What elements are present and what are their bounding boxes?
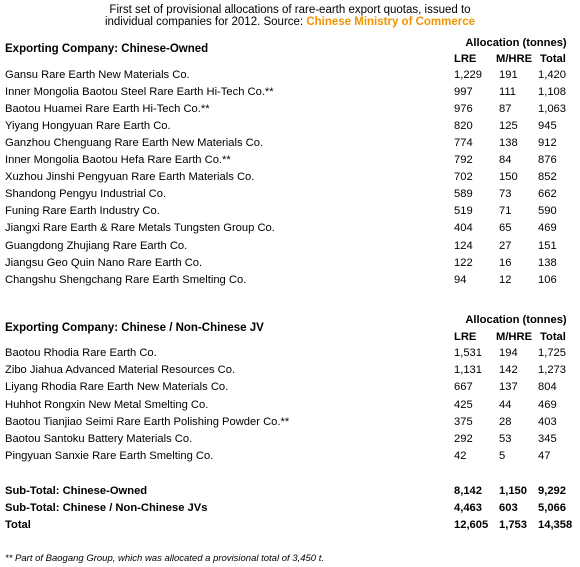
mhre-value: 73 [499,188,512,201]
document-title [0,4,580,28]
section2-col-total: Total [540,331,566,343]
company-name: Sub-Total: Chinese / Non-Chinese JVs [5,502,208,514]
company-name: Inner Mongolia Baotou Hefa Rare Earth Co.** [5,154,231,167]
company-name: Shandong Pengyu Industrial Co. [5,188,167,201]
mhre-value: 191 [499,69,518,81]
lre-value: 820 [454,120,473,133]
company-name: Baotou Tianjiao Seimi Rare Earth Polishing Powder Co.** [5,415,290,428]
mhre-value: 65 [499,222,512,235]
mhre-value: 150 [499,171,518,184]
total-value: 912 [538,137,557,150]
total-value: 945 [538,120,557,133]
company-name: Huhhot Rongxin New Metal Smelting Co. [5,398,209,411]
mhre-value: 1,150 [499,485,527,497]
table-row [0,502,580,518]
section2-col-mhre: M/HRE [496,331,533,343]
title-line-2 [0,16,580,28]
company-name: Sub-Total: Chinese-Owned [5,485,148,497]
section1-header: Exporting Company: Chinese-Owned [5,43,209,55]
mhre-value: 53 [499,433,512,445]
title-line-1: First set of provisional allocations of rare-earth export quotas, issued to [109,4,471,16]
section2-header: Exporting Company: Chinese / Non-Chinese JV [5,322,264,334]
title-line-2-prefix: individual companies for 2012. Source: [104,16,307,28]
company-name: Total [5,519,31,531]
company-name: Ganzhou Chenguang Rare Earth New Materials Co. [5,137,264,150]
mhre-value: 44 [499,398,512,411]
section2-col-lre: LRE [454,331,477,343]
total-value: 138 [538,256,557,269]
mhre-value: 194 [499,347,518,359]
total-value: 1,725 [538,347,566,359]
table-row [0,154,580,170]
lre-value: 375 [454,415,473,428]
mhre-value: 1,753 [499,519,527,531]
total-value: 5,066 [538,502,566,514]
table-row [0,205,580,221]
table-row [0,450,580,466]
mhre-value: 138 [499,137,518,150]
lre-value: 1,531 [454,347,482,359]
table-row [0,69,580,85]
table-row [0,86,580,102]
total-value: 1,063 [538,103,566,116]
table-row [0,364,580,380]
total-value: 1,273 [538,364,566,377]
mhre-value: 12 [499,273,512,286]
mhre-value: 87 [499,103,512,116]
total-value: 662 [538,188,557,201]
table-row [0,433,580,449]
company-name: Baotou Santoku Battery Materials Co. [5,433,193,445]
lre-value: 667 [454,381,473,394]
company-name: Liyang Rhodia Rare Earth New Materials Co. [5,381,229,394]
lre-value: 122 [454,256,473,269]
table-row [0,137,580,153]
table-row [0,188,580,204]
lre-value: 976 [454,103,473,116]
table-row [0,257,580,273]
lre-value: 519 [454,205,473,218]
total-value: 852 [538,171,557,184]
total-value: 403 [538,415,557,428]
company-name: Jiangxi Rare Earth & Rare Metals Tungsten Group Co. [5,222,275,235]
mhre-value: 603 [499,502,518,514]
section1-col-mhre: M/HRE [496,53,533,65]
mhre-value: 125 [499,120,518,133]
total-value: 47 [538,450,551,463]
lre-value: 4,463 [454,502,482,514]
total-value: 1,108 [538,86,566,99]
total-value: 804 [538,381,557,394]
lre-value: 774 [454,137,473,150]
mhre-value: 137 [499,381,518,394]
lre-value: 94 [454,273,467,286]
lre-value: 1,229 [454,69,482,81]
lre-value: 124 [454,239,473,252]
table-row [0,240,580,256]
lre-value: 404 [454,222,473,235]
table-row [0,120,580,136]
lre-value: 292 [454,433,473,445]
lre-value: 702 [454,171,473,184]
lre-value: 8,142 [454,485,482,497]
lre-value: 12,605 [454,519,489,531]
company-name: Guangdong Zhujiang Rare Earth Co. [5,239,188,252]
mhre-value: 84 [499,154,512,167]
company-name: Zibo Jiahua Advanced Material Resources Co. [5,364,236,377]
lre-value: 997 [454,86,473,99]
mhre-value: 27 [499,239,512,252]
section1-allocation-header: Allocation (tonnes) [465,37,567,49]
company-name: Baotou Rhodia Rare Earth Co. [5,347,157,359]
footnote: ** Part of Baogang Group, which was allocated a provisional total of 3,450 t. [5,553,324,564]
company-name: Yiyang Hongyuan Rare Earth Co. [5,120,171,133]
company-name: Pingyuan Sanxie Rare Earth Smelting Co. [5,450,214,463]
mhre-value: 16 [499,256,512,269]
lre-value: 792 [454,154,473,167]
lre-value: 42 [454,450,467,463]
company-name: Inner Mongolia Baotou Steel Rare Earth Hi-Tech Co.** [5,86,274,99]
total-value: 14,358 [538,519,573,531]
section1-col-total: Total [540,53,566,65]
table-row [0,222,580,238]
mhre-value: 71 [499,205,512,218]
mhre-value: 142 [499,364,518,377]
company-name: Xuzhou Jinshi Pengyuan Rare Earth Materials Co. [5,171,255,184]
company-name: Changshu Shengchang Rare Earth Smelting Co. [5,273,247,286]
total-value: 469 [538,222,557,235]
table-row [0,416,580,432]
table-row [0,347,580,363]
lre-value: 589 [454,188,473,201]
section2-allocation-header: Allocation (tonnes) [465,314,567,326]
section1-col-lre: LRE [454,53,477,65]
table-row [0,485,580,501]
total-value: 9,292 [538,485,566,497]
table-row [0,274,580,290]
source-name: Chinese Ministry of Commerce [306,16,476,28]
total-value: 590 [538,205,557,218]
company-name: Jiangsu Geo Quin Nano Rare Earth Co. [5,256,203,269]
total-value: 151 [538,239,557,252]
table-row [0,381,580,397]
table-row [0,103,580,119]
lre-value: 425 [454,398,473,411]
company-name: Gansu Rare Earth New Materials Co. [5,69,190,81]
table-row [0,399,580,415]
total-value: 1,420 [538,69,566,81]
table-row [0,171,580,187]
total-value: 876 [538,154,557,167]
mhre-value: 111 [499,86,517,99]
table-row [0,519,580,535]
total-value: 106 [538,273,557,286]
company-name: Funing Rare Earth Industry Co. [5,205,160,218]
total-value: 345 [538,433,557,445]
mhre-value: 28 [499,415,512,428]
company-name: Baotou Huamei Rare Earth Hi-Tech Co.** [5,103,210,116]
mhre-value: 5 [499,450,506,463]
total-value: 469 [538,398,557,411]
lre-value: 1,131 [454,364,482,377]
